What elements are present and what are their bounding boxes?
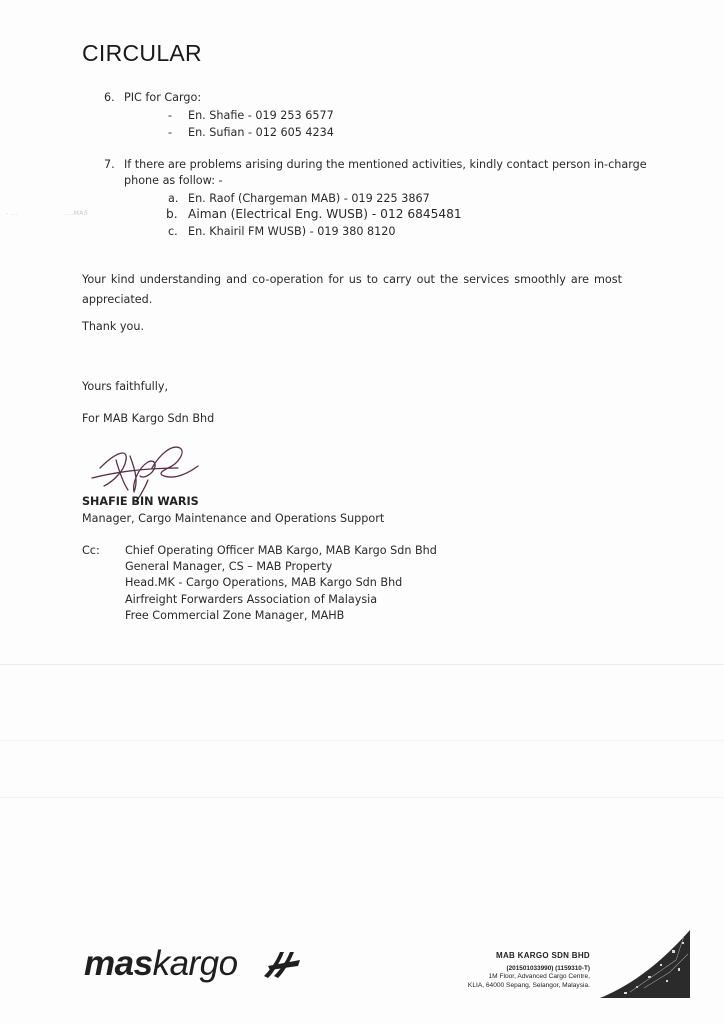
item-7-line-2: phone as follow: - [124, 174, 223, 187]
item-7-contact-b: Aiman (Electrical Eng. WUSB) - 012 6845481 [188, 207, 462, 221]
footer-address-line-1: 1M Floor, Advanced Cargo Centre, [488, 973, 590, 980]
faint-mark-1: - ... [6, 210, 19, 217]
for-company: For MAB Kargo Sdn Bhd [82, 412, 215, 425]
scan-line [0, 740, 724, 741]
item-7-contact-a: En. Raof (Chargeman MAB) - 019 225 3867 [188, 192, 430, 205]
footer-company-name: MAB KARGO SDN BHD [496, 951, 590, 960]
item-7-number: 7. [104, 158, 115, 171]
cc-recipient: Airfreight Forwarders Association of Malaysia [125, 593, 378, 606]
scan-line [0, 664, 724, 665]
item-6-bullet-2: - [168, 126, 173, 139]
item-6-bullet-1: - [168, 109, 173, 122]
cc-label: Cc: [82, 544, 100, 557]
item-7-line-1: If there are problems arising during the mentioned activities, kindly contact person in-charge [124, 158, 647, 171]
cc-recipient: General Manager, CS – MAB Property [125, 560, 333, 573]
item-7-letter-a: a. [168, 192, 179, 205]
maskargo-logo [84, 944, 314, 992]
item-7-letter-c: c. [168, 225, 178, 238]
signatory-name: SHAFIE BIN WARIS [82, 495, 199, 508]
scan-line [0, 797, 724, 798]
footer-registration: (201501033990) (1159310-T) [506, 965, 590, 972]
signatory-title: Manager, Cargo Maintenance and Operations Support [82, 512, 385, 525]
cc-recipient: Chief Operating Officer MAB Kargo, MAB Kargo Sdn Bhd [125, 544, 437, 557]
item-6-number: 6. [104, 91, 115, 104]
circular-heading: CIRCULAR [82, 40, 202, 66]
closing-paragraph: Your kind understanding and co-operation for us to carry out the services smoothly are most appreciated. [82, 273, 622, 306]
item-6-contact-1: En. Shafie - 019 253 6577 [188, 109, 334, 122]
cc-recipient: Free Commercial Zone Manager, MAHB [125, 609, 345, 622]
item-7-contact-c: En. Khairil FM WUSB) - 019 380 8120 [188, 225, 396, 238]
corner-map-graphic [600, 930, 690, 998]
footer-address [468, 951, 590, 990]
thanks-line: Thank you. [82, 320, 145, 333]
item-6-contact-2: En. Sufian - 012 605 4234 [188, 126, 334, 139]
logo-text-strong: mas [84, 944, 153, 983]
logo-text-light: kargo [152, 944, 238, 983]
item-6-label: PIC for Cargo: [124, 91, 202, 104]
footer-address-line-2: KLIA, 64000 Sepang, Selangor, Malaysia. [467, 982, 590, 989]
sign-off: Yours faithfully, [82, 380, 169, 393]
item-7-letter-b: b. [166, 207, 178, 221]
faint-mark-2: ....MAS [64, 210, 89, 217]
cc-recipient: Head.MK - Cargo Operations, MAB Kargo Sdn Bhd [125, 576, 403, 589]
kite-logo-icon [260, 946, 302, 986]
